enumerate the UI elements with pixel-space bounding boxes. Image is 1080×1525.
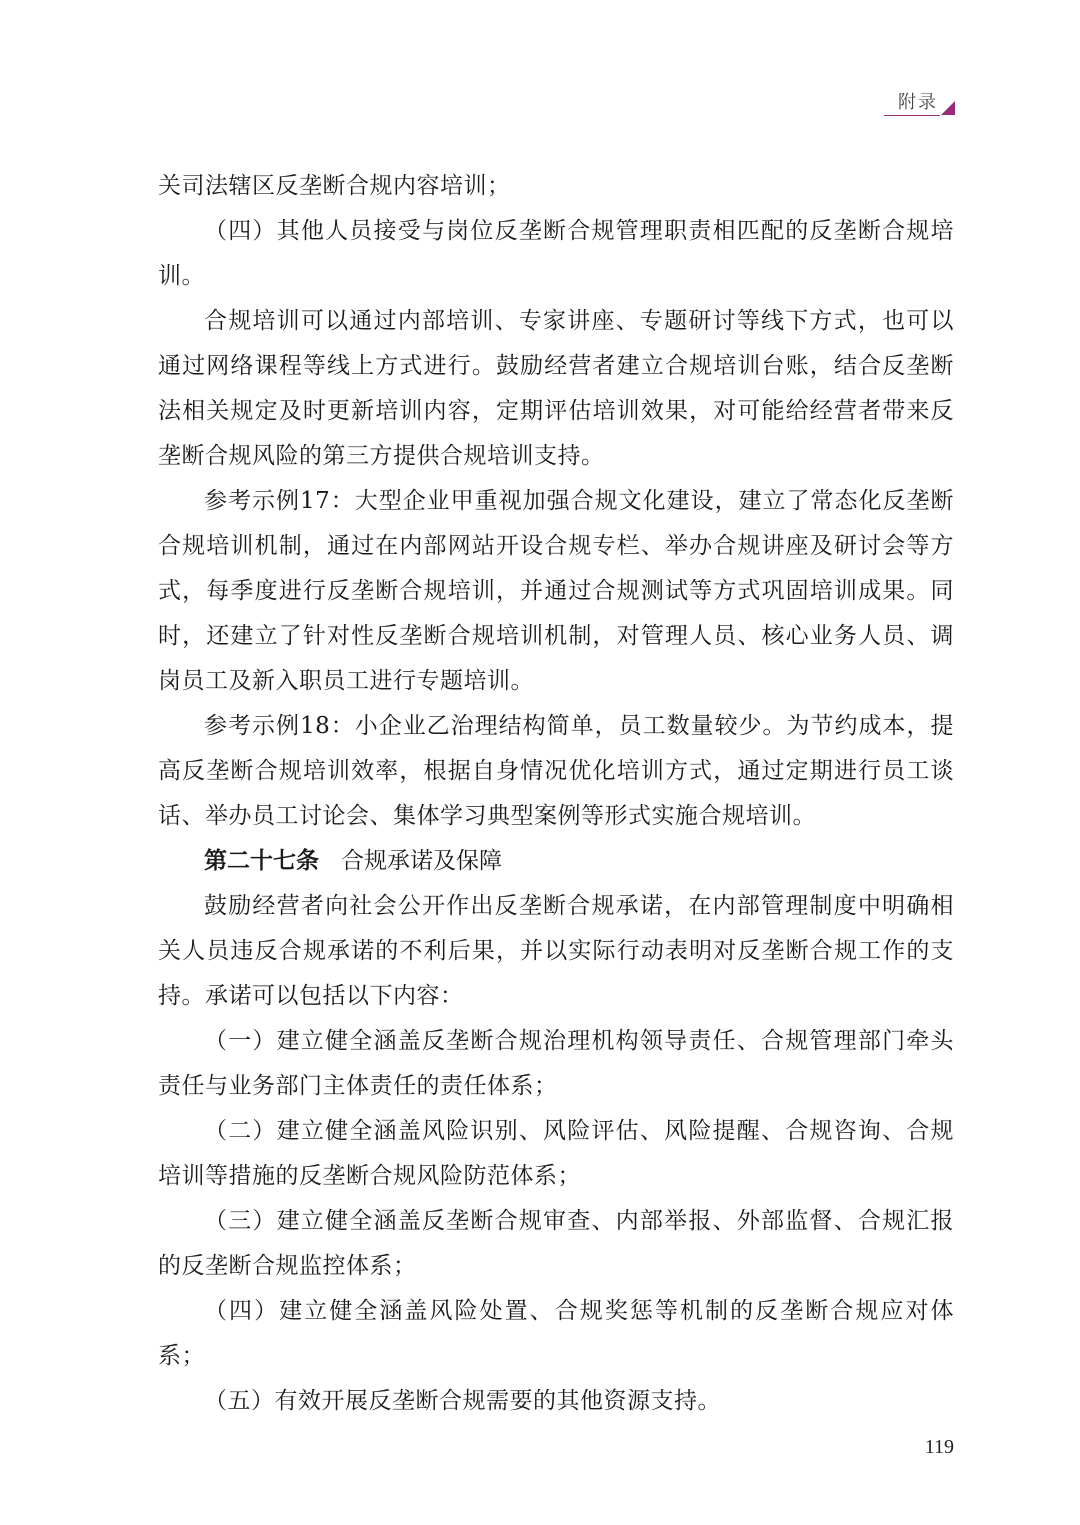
paragraph-commitment-intro: 鼓励经营者向社会公开作出反垄断合规承诺，在内部管理制度中明确相关人员违反合规承诺的不利后果，并以实际行动表明对反垄断合规工作的支持。承诺可以包括以下内容： [158,893,954,1009]
section-label: 附录 [898,92,938,113]
article-title: 合规承诺及保障 [341,848,502,874]
header-rule [884,115,940,116]
list-item-three: （三）建立健全涵盖反垄断合规审查、内部举报、外部监督、合规汇报的反垄断合规监控体系； [158,1208,954,1279]
paragraph-example-17: 参考示例17：大型企业甲重视加强合规文化建设，建立了常态化反垄断合规培训机制，通过在内部网站开设合规专栏、举办合规讲座及研讨会等方式，每季度进行反垄断合规培训，并通过合规测试等方式巩固培训成果。同时，还建立了针对性反垄断合规培训机制，对管理人员、核心业务人员、调岗员工及新入职员工进行专题培训。 [158,488,954,694]
page-body [158,164,954,1424]
article-number: 第二十七条 [204,848,319,874]
paragraph-training-methods: 合规培训可以通过内部培训、专家讲座、专题研讨等线下方式，也可以通过网络课程等线上方式进行。鼓励经营者建立合规培训台账，结合反垄断法相关规定及时更新培训内容，定期评估培训效果，对可能给经营者带来反垄断合规风险的第三方提供合规培训支持。 [158,308,954,469]
triangle-icon [941,101,955,115]
paragraph-item-four: （四）其他人员接受与岗位反垄断合规管理职责相匹配的反垄断合规培训。 [158,218,954,289]
list-item-two: （二）建立健全涵盖风险识别、风险评估、风险提醒、合规咨询、合规培训等措施的反垄断合规风险防范体系； [158,1118,954,1189]
paragraph-example-18: 参考示例18：小企业乙治理结构简单，员工数量较少。为节约成本，提高反垄断合规培训效率，根据自身情况优化培训方式，通过定期进行员工谈话、举办员工讨论会、集体学习典型案例等形式实施合规培训。 [158,713,954,829]
paragraph-continuation: 关司法辖区反垄断合规内容培训； [158,173,511,199]
list-item-five: （五）有效开展反垄断合规需要的其他资源支持。 [204,1388,721,1414]
page-number: 119 [924,1436,954,1458]
list-item-four: （四）建立健全涵盖风险处置、合规奖惩等机制的反垄断合规应对体系； [158,1298,954,1369]
article-heading [158,839,954,884]
running-header [884,88,954,118]
list-item-one: （一）建立健全涵盖反垄断合规治理机构领导责任、合规管理部门牵头责任与业务部门主体责任的责任体系； [158,1028,954,1099]
